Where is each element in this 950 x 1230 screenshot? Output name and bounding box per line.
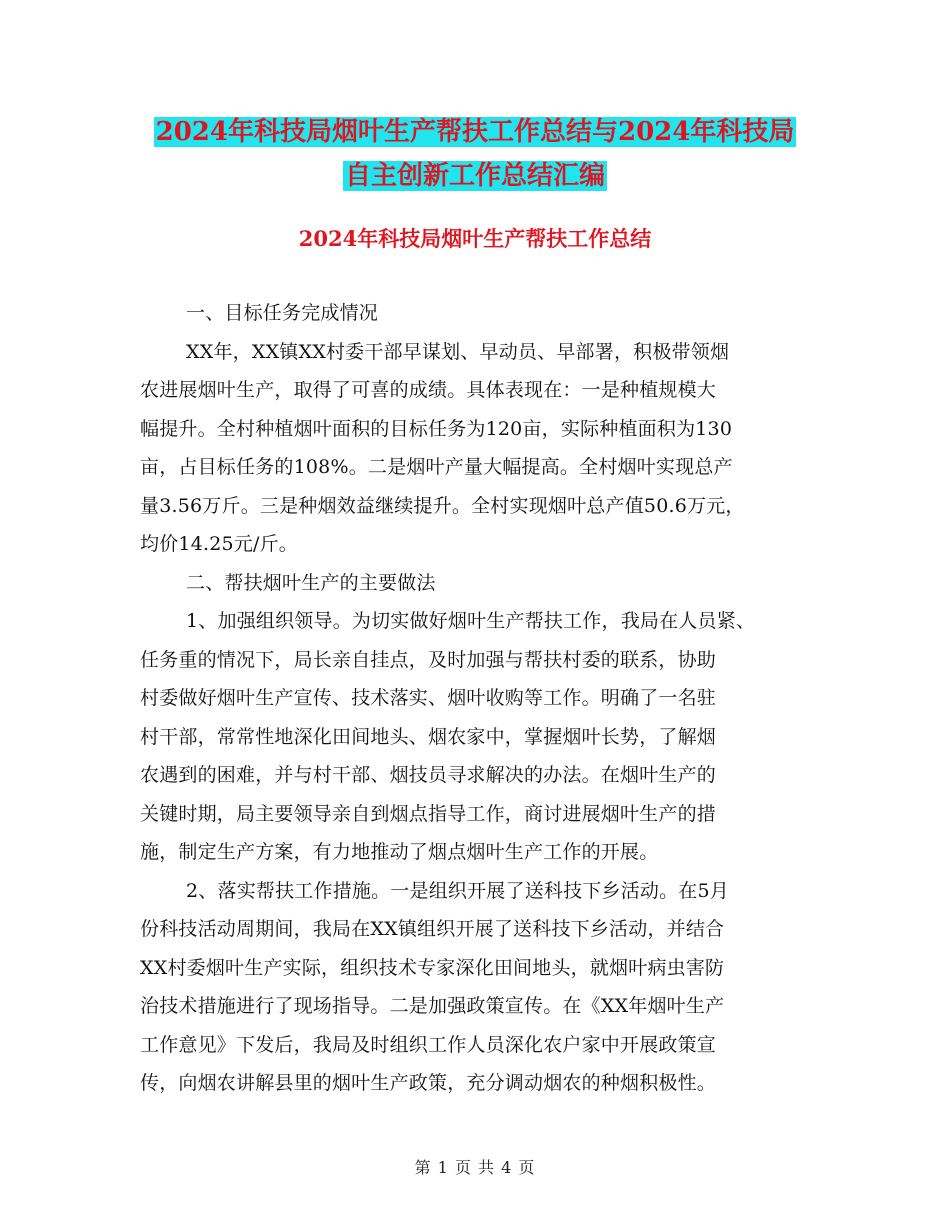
body-line: 施，制定生产方案，有力地推动了烟点烟叶生产工作的开展。	[140, 841, 659, 863]
body-line: XX年，XX镇XX村委干部早谋划、早动员、早部署，积极带领烟	[186, 340, 730, 363]
document-body	[140, 294, 830, 1103]
body-line: 2、落实帮扶工作措施。一是组织开展了送科技下乡活动。在5月	[186, 879, 729, 902]
body-line: 村委做好烟叶生产宣传、技术落实、烟叶收购等工作。明确了一名驻	[140, 687, 717, 709]
document-title-text-1: 2024年科技局烟叶生产帮扶工作总结与2024年科技局	[155, 117, 795, 147]
body-line: 量3.56万斤。三是种烟效益继续提升。全村实现烟叶总产值50.6万元，	[140, 494, 745, 517]
body-line: 农进展烟叶生产，取得了可喜的成绩。具体表现在：一是种植规模大	[140, 379, 717, 401]
body-line: 任务重的情况下，局长亲自挂点，及时加强与帮扶村委的联系，协助	[140, 648, 717, 671]
body-line: 治技术措施进行了现场指导。二是加强政策宣传。在《XX年烟叶生产	[140, 995, 725, 1017]
page-footer: 第 1 页 共 4 页	[414, 1158, 536, 1177]
document-title-text-2: 自主创新工作总结汇编	[344, 161, 605, 191]
body-line: 关键时期，局主要领导亲自到烟点指导工作，商讨进展烟叶生产的措	[140, 802, 717, 825]
document-title-line-1	[0, 112, 950, 152]
body-line: 幅提升。全村种植烟叶面积的目标任务为120亩，实际种植面积为130	[140, 417, 733, 440]
body-line: 亩，占目标任务的108%。二是烟叶产量大幅提高。全村烟叶实现总产	[140, 456, 733, 478]
body-line: XX村委烟叶生产实际，组织技术专家深化田间地头，就烟叶病虫害防	[140, 956, 725, 979]
body-line: 份科技活动周期间，我局在XX镇组织开展了送科技下乡活动，并结合	[140, 918, 725, 940]
body-line: 1、加强组织领导。为切实做好烟叶生产帮扶工作，我局在人员紧、	[186, 610, 756, 632]
section-title: 2024年科技局烟叶生产帮扶工作总结	[298, 226, 652, 251]
body-line: 工作意见》下发后，我局及时组织工作人员深化农户家中开展政策宣	[140, 1033, 717, 1056]
body-line: 均价14.25元/斤。	[140, 533, 298, 555]
body-line: 一、目标任务完成情况	[186, 302, 379, 324]
body-line: 农遇到的困难，并与村干部、烟技员寻求解决的办法。在烟叶生产的	[140, 764, 717, 786]
body-line: 村干部，常常性地深化田间地头、烟农家中，掌握烟叶长势，了解烟	[140, 725, 717, 748]
body-line: 二、帮扶烟叶生产的主要做法	[186, 571, 436, 594]
body-line: 传，向烟农讲解县里的烟叶生产政策，充分调动烟农的种烟积极性。	[140, 1072, 717, 1094]
document-title-line-2	[0, 156, 950, 196]
